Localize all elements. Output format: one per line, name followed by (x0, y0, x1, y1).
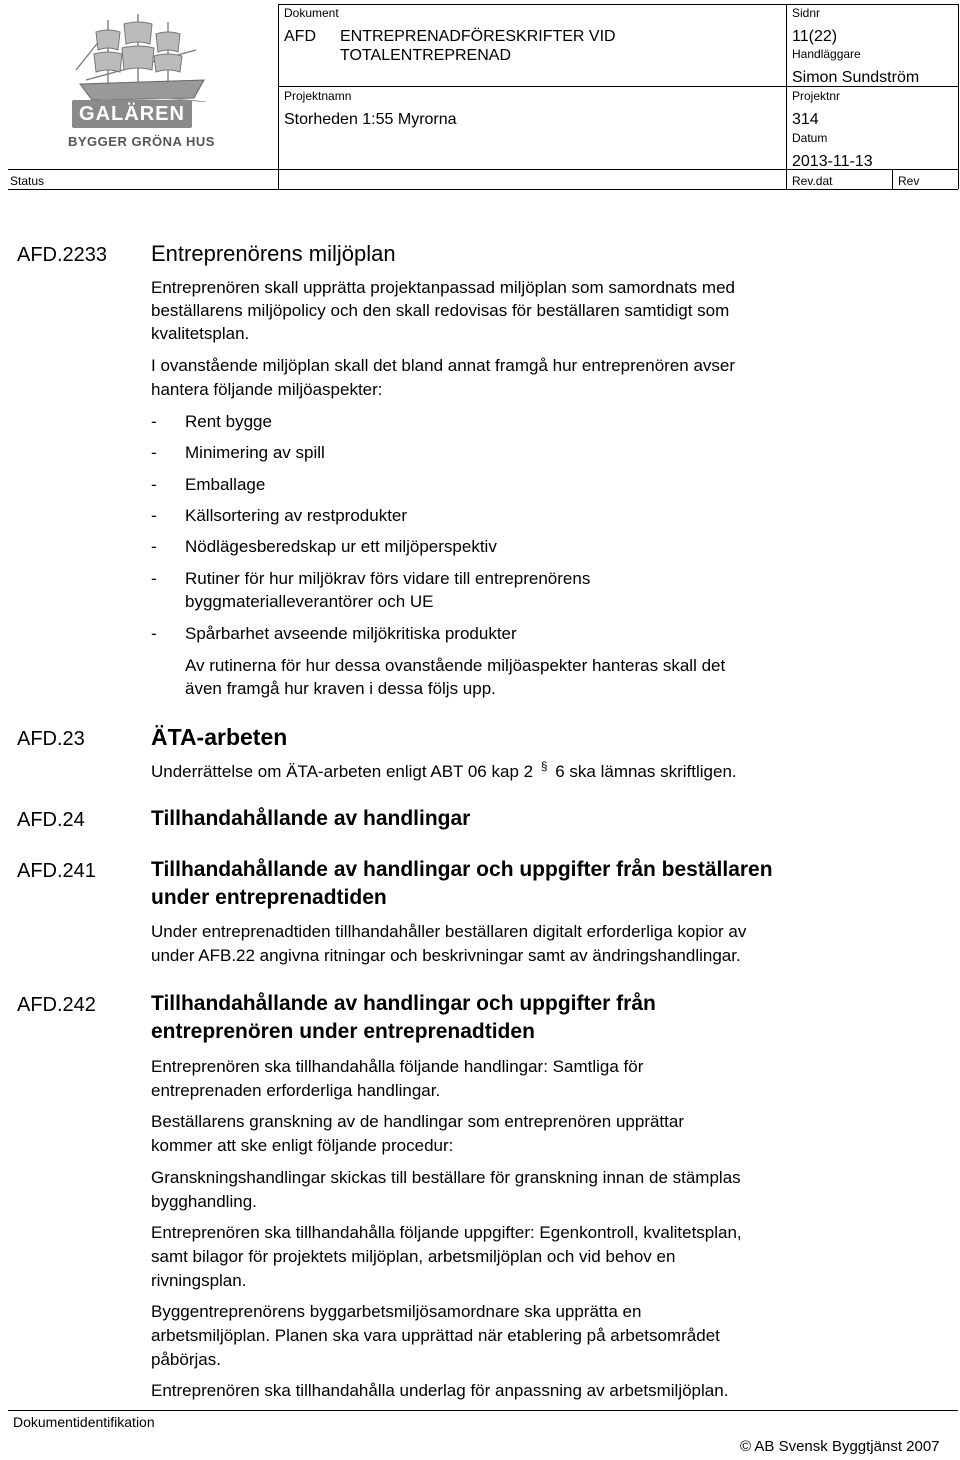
header-bottom-border (8, 189, 958, 190)
section-number-afd24: AFD.24 (17, 809, 85, 831)
bullet-dash: - (151, 412, 157, 431)
section-number-afd241: AFD.241 (17, 860, 96, 882)
bullet-dash: - (151, 475, 157, 494)
paragraph-line: Entreprenören ska tillhandahålla underlag för anpassning av arbetsmiljöplan. (151, 1381, 729, 1400)
paragraph-line: entreprenaden erforderliga handlingar. (151, 1081, 441, 1100)
header-left-divider (278, 4, 279, 189)
section-title-afd242-line2: entreprenören under entreprenadtiden (151, 1020, 535, 1043)
section-title-afd241-line1: Tillhandahållande av handlingar och uppgifter från beställaren (151, 858, 773, 881)
footer-border (8, 1410, 958, 1411)
revision-label: Rev (898, 174, 920, 188)
paragraph-line: Av rutinerna för hur dessa ovanstående miljöaspekter hanteras skall det (185, 656, 726, 675)
paragraph-line: bygghandling. (151, 1192, 257, 1211)
section-title-afd241-line2: under entreprenadtiden (151, 886, 387, 909)
paragraph-line: Entreprenören ska tillhandahålla följande handlingar: Samtliga för (151, 1057, 644, 1076)
ata-text-after: 6 ska lämnas skriftligen. (555, 762, 737, 781)
list-item-text: Nödlägesberedskap ur ett miljöperspektiv (185, 537, 497, 556)
header-rev-divider (892, 169, 893, 189)
paragraph-line: rivningsplan. (151, 1271, 247, 1290)
list-item-text: Rent bygge (185, 412, 272, 431)
document-title-line2: TOTALENTREPRENAD (340, 47, 511, 64)
date-label: Datum (792, 131, 828, 145)
bullet-dash: - (151, 624, 157, 643)
paragraph-line: även framgå hur kraven i dessa följs upp. (185, 679, 496, 698)
status-label: Status (10, 174, 45, 188)
logo-name: GALÄREN (79, 103, 185, 125)
list-item-text: byggmaterialleverantörer och UE (185, 592, 434, 611)
copyright-text: AB Svensk Byggtjänst 2007 (754, 1438, 940, 1455)
paragraph-line: Granskningshandlingar skickas till beställare för granskning innan de stämplas (151, 1168, 741, 1187)
page-number-value: 11(22) (792, 28, 838, 45)
page-number-label: Sidnr (792, 6, 821, 20)
bullet-dash: - (151, 443, 157, 462)
ata-paragraph (151, 760, 891, 785)
paragraph-line: kommer att ske enligt följande procedur: (151, 1136, 454, 1155)
section-sign: § (540, 759, 548, 773)
document-label: Dokument (284, 6, 339, 20)
bullet-dash: - (151, 569, 157, 588)
list-item-text: Emballage (185, 475, 266, 494)
paragraph-line: Byggentreprenörens byggarbetsmiljösamordnare ska upprätta en (151, 1302, 642, 1321)
header-top-border (278, 4, 958, 5)
bullet-dash: - (151, 537, 157, 556)
document-code: AFD (284, 28, 316, 45)
paragraph-line: kvalitetsplan. (151, 324, 250, 343)
paragraph-line: under AFB.22 angivna ritningar och beskrivningar samt av ändringshandlingar. (151, 946, 741, 965)
handler-label: Handläggare (792, 47, 861, 61)
project-name-value: Storheden 1:55 Myrorna (284, 111, 457, 128)
paragraph-line: Entreprenören ska tillhandahålla följande uppgifter: Egenkontroll, kvalitetsplan, (151, 1223, 742, 1242)
paragraph-line: beställarens miljöpolicy och den skall redovisas för beställaren samtidigt som (151, 301, 730, 320)
copyright-notice (740, 1438, 940, 1456)
document-title-line1: ENTREPRENADFÖRESKRIFTER VID (340, 28, 616, 45)
paragraph-line: samt bilagor för projektets miljöplan, arbetsmiljöplan och vid behov en (151, 1247, 676, 1266)
section-title-afd23: ÄTA-arbeten (151, 724, 288, 750)
list-item-text: Minimering av spill (185, 443, 325, 462)
paragraph-line: arbetsmiljöplan. Planen ska vara upprättad när etablering på arbetsområdet (151, 1326, 720, 1345)
section-title-afd2233: Entreprenörens miljöplan (151, 241, 396, 266)
section-number-afd2233: AFD.2233 (17, 244, 108, 266)
paragraph-line: Entreprenören skall upprätta projektanpassad miljöplan som samordnats med (151, 278, 735, 297)
document-identification-label: Dokumentidentifikation (13, 1414, 155, 1430)
list-item-text: Spårbarhet avseende miljökritiska produkter (185, 624, 517, 643)
paragraph-line: I ovanstående miljöplan skall det bland annat framgå hur entreprenören avser (151, 356, 736, 375)
paragraph-line: påbörjas. (151, 1350, 221, 1369)
date-value: 2013-11-13 (792, 153, 873, 170)
list-item-text: Källsortering av restprodukter (185, 506, 408, 525)
ata-text-before: Underrättelse om ÄTA-arbeten enligt ABT 06 kap 2 (151, 762, 534, 781)
paragraph-line: hantera följande miljöaspekter: (151, 380, 383, 399)
copyright-icon: © (740, 1438, 752, 1455)
company-logo (60, 10, 220, 160)
handler-value: Simon Sundström (792, 69, 920, 86)
bullet-dash: - (151, 506, 157, 525)
section-number-afd23: AFD.23 (17, 728, 85, 750)
project-number-label: Projektnr (792, 89, 841, 103)
header-right-divider (786, 4, 787, 189)
list-item-text: Rutiner för hur miljökrav förs vidare till entreprenörens (185, 569, 591, 588)
galleon-ship-icon (66, 10, 216, 102)
revision-date-label: Rev.dat (792, 174, 833, 188)
project-name-label: Projektnamn (284, 89, 352, 103)
section-title-afd242-line1: Tillhandahållande av handlingar och uppgifter från (151, 992, 656, 1015)
section-title-afd24: Tillhandahållande av handlingar (151, 807, 471, 830)
header-outer-right (958, 4, 959, 189)
logo-tagline: BYGGER GRÖNA HUS (68, 134, 215, 149)
paragraph-line: Under entreprenadtiden tillhandahåller beställaren digitalt erforderliga kopior av (151, 922, 747, 941)
paragraph-line: Beställarens granskning av de handlingar som entreprenören upprättar (151, 1112, 684, 1131)
section-number-afd242: AFD.242 (17, 994, 96, 1016)
project-number-value: 314 (792, 111, 819, 128)
